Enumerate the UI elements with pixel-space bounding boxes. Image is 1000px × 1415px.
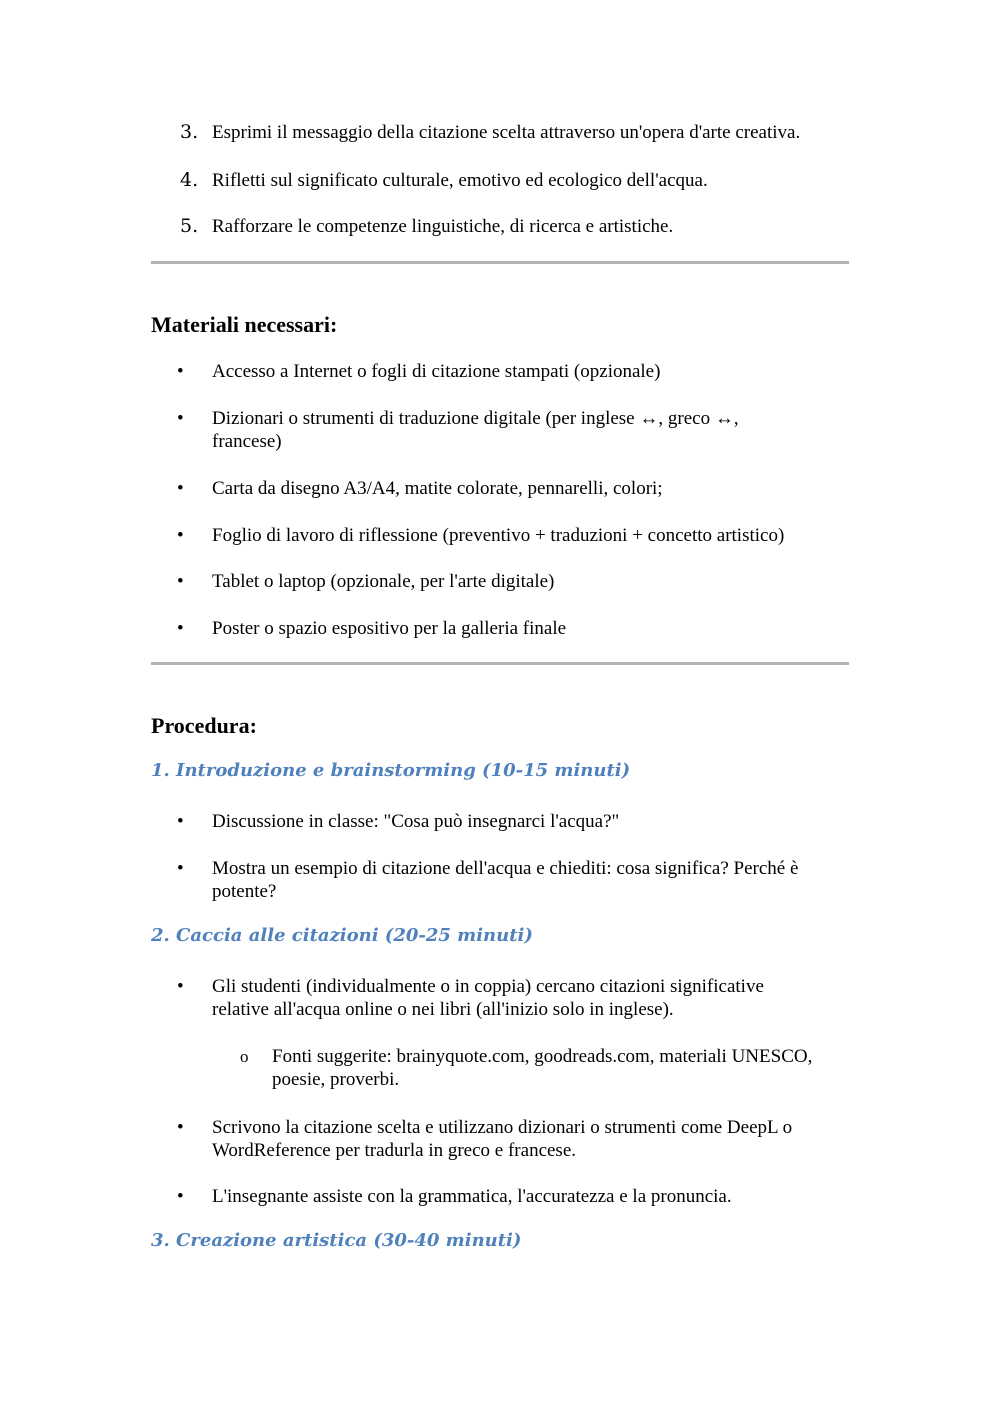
horizontal-divider <box>151 261 849 264</box>
list-number: 5. <box>180 215 199 237</box>
list-item-text: Carta da disegno A3/A4, matite colorate, pennarelli, colori; <box>212 478 663 499</box>
bullet-icon: • <box>177 571 184 592</box>
circle-bullet-icon: o <box>240 1047 249 1066</box>
bullet-icon: • <box>177 478 184 499</box>
sub-list-item-text: Fonti suggerite: brainyquote.com, goodreads.com, materiali UNESCO, poesie, proverbi. <box>272 1046 813 1090</box>
list-item-text: Dizionari o strumenti di traduzione digitale (per inglese ↔, greco ↔, francese) <box>212 408 739 452</box>
step-title: 2. Caccia alle citazioni (20-25 minuti) <box>151 925 533 946</box>
bullet-icon: • <box>177 618 184 639</box>
list-item-text: Scrivono la citazione scelta e utilizzano dizionari o strumenti come DeepL o WordReference per tradurla in greco e francese. <box>212 1117 793 1161</box>
bullet-icon: • <box>177 1117 184 1138</box>
step-title: 1. Introduzione e brainstorming (10-15 minuti) <box>151 760 631 781</box>
list-item-text: Gli studenti (individualmente o in coppia) cercano citazioni significative relative all'acqua online o nei libri (all'inizio solo in inglese). <box>212 976 764 1020</box>
list-item-text: L'insegnante assiste con la grammatica, l'accuratezza e la pronuncia. <box>212 1186 732 1207</box>
list-number: 3. <box>180 121 199 143</box>
bullet-icon: • <box>177 1186 184 1207</box>
list-item-text: Discussione in classe: "Cosa può insegnarci l'acqua?" <box>212 811 620 832</box>
procedure-heading: Procedura: <box>151 713 257 738</box>
materials-heading: Materiali necessari: <box>151 312 338 337</box>
step-title: 3. Creazione artistica (30-40 minuti) <box>151 1230 522 1251</box>
bullet-icon: • <box>177 408 184 429</box>
objective-text: Esprimi il messaggio della citazione scelta attraverso un'opera d'arte creativa. <box>212 122 801 143</box>
horizontal-divider <box>151 662 849 665</box>
list-item-text: Accesso a Internet o fogli di citazione stampati (opzionale) <box>212 361 661 382</box>
list-item-text: Poster o spazio espositivo per la galleria finale <box>212 618 567 639</box>
list-item-text: Foglio di lavoro di riflessione (preventivo + traduzioni + concetto artistico) <box>212 525 785 546</box>
bullet-icon: • <box>177 976 184 997</box>
bullet-icon: • <box>177 525 184 546</box>
list-item-text: Tablet o laptop (opzionale, per l'arte digitale) <box>212 571 555 592</box>
list-number: 4. <box>180 169 199 191</box>
bullet-icon: • <box>177 858 184 879</box>
objective-text: Rifletti sul significato culturale, emotivo ed ecologico dell'acqua. <box>212 170 708 191</box>
objective-text: Rafforzare le competenze linguistiche, di ricerca e artistiche. <box>212 216 674 237</box>
bullet-icon: • <box>177 811 184 832</box>
list-item-text: Mostra un esempio di citazione dell'acqua e chiediti: cosa significa? Perché è potente? <box>212 858 799 902</box>
bullet-icon: • <box>177 361 184 382</box>
